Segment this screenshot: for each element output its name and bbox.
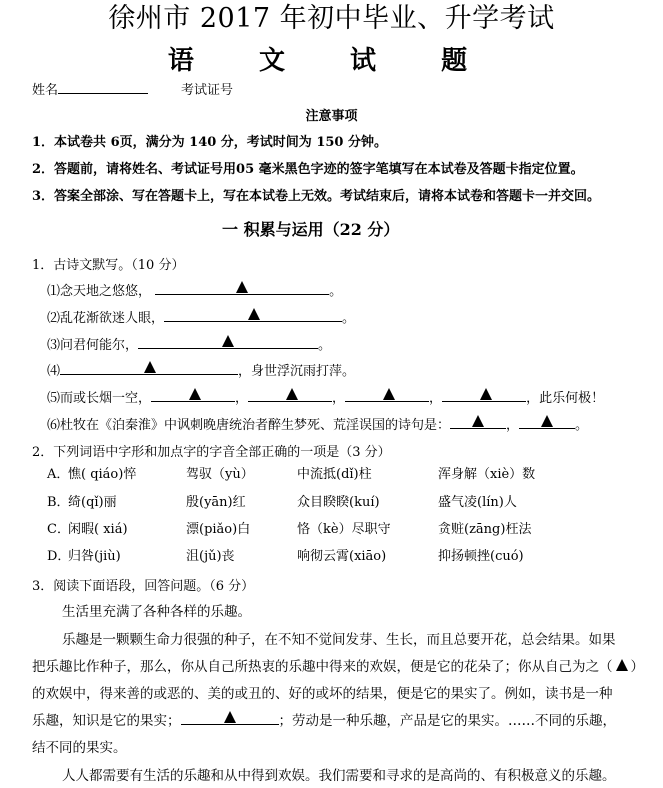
option-word: 驾驭（yù）	[186, 467, 254, 482]
option-word: 闲暇( xiá)	[68, 522, 128, 537]
answer-blank[interactable]	[155, 280, 329, 295]
separator: ，	[506, 418, 520, 433]
option-label: B．	[47, 495, 70, 510]
option-word: 盛气凌(lín)人	[438, 495, 517, 510]
option-label: A．	[47, 467, 70, 482]
option-word: 浑身解（xiè）数	[438, 467, 536, 482]
q1-line-4	[47, 360, 355, 379]
q1-line-4-end: ，身世浮沉雨打萍。	[238, 364, 356, 379]
answer-blank[interactable]	[138, 334, 318, 349]
notice-heading: 注意事项	[305, 109, 358, 124]
q3-line-2-end: ）	[630, 659, 644, 675]
q1-line-3-text: ⑶问君何能尔，	[47, 338, 139, 353]
answer-blank[interactable]	[442, 387, 526, 402]
q1-line-2-end: 。	[342, 311, 356, 326]
answer-blank[interactable]	[60, 360, 238, 375]
option-word: 抑扬顿挫(cuó)	[438, 549, 524, 564]
notice-item-3: 3．答案全部涂、写在答题卡上，写在本试卷上无效。考试结束后，请将本试卷和答题卡一并交回。	[32, 189, 601, 204]
triangle-icon	[472, 415, 484, 427]
triangle-icon	[236, 281, 248, 293]
option-word: 众目睽睽(kuí)	[297, 495, 380, 510]
q3-paragraph-2-line-1: 乐趣是一颗颗生命力很强的种子，在不知不觉间发芽、生长，而且总要开花，总会结果。如果	[62, 632, 616, 648]
q1-line-3	[47, 334, 331, 353]
answer-blank[interactable]	[181, 710, 279, 725]
section-heading: 一 积累与运用（22 分）	[222, 220, 400, 239]
option-word: 响彻云霄(xiāo)	[297, 549, 387, 564]
q1-line-6-text: ⑹杜牧在《泊秦淮》中讽刺晚唐统治者醉生梦死、荒淫误国的诗句是：	[47, 418, 451, 433]
notice-item-1: 1．本试卷共 6页，满分为 140 分，考试时间为 150 分钟。	[32, 135, 387, 150]
option-word: 中流抵(dǐ)柱	[297, 467, 372, 482]
triangle-icon	[224, 711, 236, 723]
q3-paragraph-1: 生活里充满了各种各样的乐趣。	[62, 604, 251, 620]
q3-line-2-text: 把乐趣比作种子，那么，你从自己所热衷的乐趣中得来的欢娱，便是它的花朵了；你从自己为之（	[32, 659, 613, 675]
separator: ，	[332, 391, 346, 406]
q1-line-3-end: 。	[318, 338, 332, 353]
separator: ，	[235, 391, 249, 406]
exam-subtitle: 语 文 试 题	[167, 46, 496, 76]
name-label: 姓名	[32, 83, 59, 98]
option-word: 恪（kè）尽职守	[297, 522, 391, 537]
triangle-icon	[541, 415, 553, 427]
q1-line-5	[47, 387, 604, 406]
q1-line-6-end: 。	[575, 418, 589, 433]
option-label: C．	[47, 522, 70, 537]
option-word: 绮(qǐ)丽	[68, 495, 117, 510]
q3-stem: 3．阅读下面语段，回答问题。（6 分）	[32, 579, 255, 594]
q1-line-1-end: 。	[329, 284, 343, 299]
exam-id-label: 考试证号	[181, 83, 234, 98]
q1-line-1	[47, 280, 342, 299]
q3-line-4-end: ；劳动是一种乐趣，产品是它的果实。……不同的乐趣，	[278, 713, 616, 729]
answer-blank[interactable]	[345, 387, 429, 402]
q3-paragraph-2-line-5: 结不同的果实。	[32, 740, 127, 756]
option-word: 漂(piǎo)白	[186, 522, 251, 537]
name-blank[interactable]	[58, 79, 148, 94]
q3-paragraph-2-line-2	[32, 655, 644, 675]
option-word: 憔( qiáo)悴	[68, 467, 137, 482]
triangle-icon	[189, 388, 201, 400]
q1-line-5-end: ，此乐何极！	[526, 391, 605, 406]
q1-line-2	[47, 307, 355, 326]
q1-line-1-text: ⑴念天地之悠悠，	[47, 284, 152, 299]
option-word: 归咎(jiù)	[68, 549, 121, 564]
q1-line-4-text: ⑷	[47, 364, 61, 379]
q3-paragraph-2-line-4	[32, 709, 616, 729]
q1-stem: 1．古诗文默写。（10 分）	[32, 258, 185, 273]
q1-line-2-text: ⑵乱花渐欲迷人眼，	[47, 311, 165, 326]
q3-paragraph-2-line-3: 的欢娱中，得来善的或恶的、美的或丑的、好的或坏的结果，便是它的果实了。例如，读书是一种	[32, 686, 613, 702]
option-word: 贪赃(zāng)枉法	[438, 522, 532, 537]
triangle-icon	[480, 388, 492, 400]
triangle-icon	[616, 659, 628, 671]
triangle-icon	[286, 388, 298, 400]
triangle-icon	[144, 361, 156, 373]
answer-blank[interactable]	[151, 387, 235, 402]
name-field[interactable]	[32, 79, 148, 98]
q1-line-5-text: ⑸而或长烟一空，	[47, 391, 152, 406]
notice-item-2: 2．答题前，请将姓名、考试证号用05 毫米黑色字迹的签字笔填写在本试卷及答题卡指定位置。	[32, 162, 584, 177]
separator: ，	[429, 391, 443, 406]
q3-paragraph-3: 人人都需要有生活的乐趣和从中得到欢娱。我们需要和寻求的是高尚的、有积极意义的乐趣。	[62, 768, 616, 784]
option-word: 殷(yān)红	[186, 495, 246, 510]
answer-blank[interactable]	[613, 659, 631, 671]
triangle-icon	[222, 335, 234, 347]
triangle-icon	[383, 388, 395, 400]
q1-line-6	[47, 414, 588, 433]
option-word: 沮(jǔ)丧	[186, 549, 235, 564]
option-label: D．	[47, 549, 71, 564]
answer-blank[interactable]	[164, 307, 342, 322]
triangle-icon	[248, 308, 260, 320]
q2-stem: 2．下列词语中字形和加点字的字音全部正确的一项是（3 分）	[32, 445, 391, 460]
answer-blank[interactable]	[248, 387, 332, 402]
exam-title: 徐州市 2017 年初中毕业、升学考试	[108, 3, 555, 34]
q3-line-4-text: 乐趣，知识是它的果实；	[32, 713, 181, 729]
answer-blank[interactable]	[450, 414, 506, 429]
answer-blank[interactable]	[519, 414, 575, 429]
